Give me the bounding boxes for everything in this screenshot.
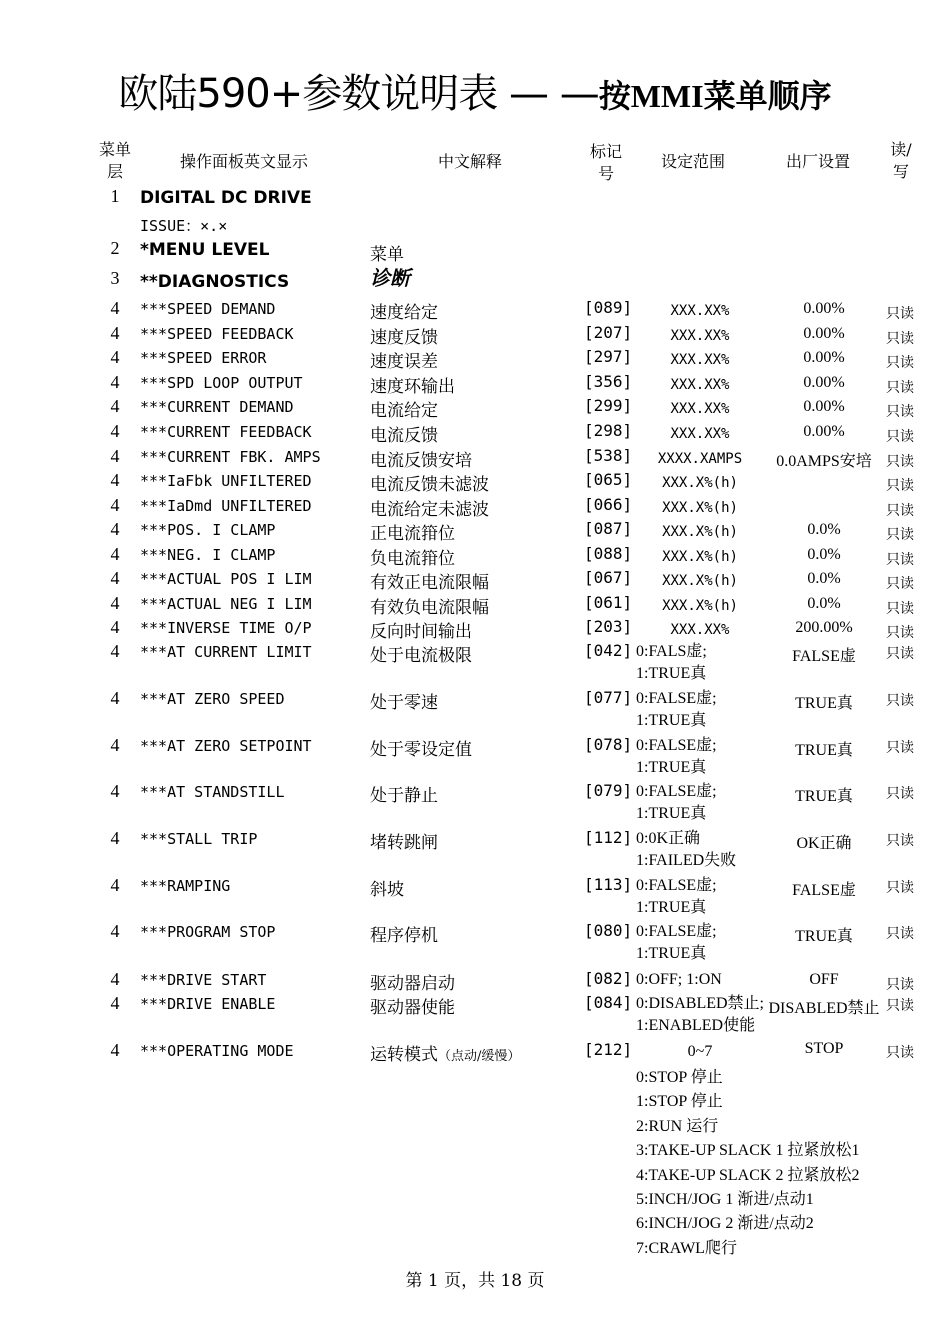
row-english: ***POS. I CLAMP (140, 521, 276, 539)
row-rw: 只读 (886, 880, 914, 896)
row-range: XXX.X%(h) (662, 549, 738, 565)
row-rw: 只读 (886, 977, 914, 993)
row-chinese: 处于静止 (370, 786, 438, 806)
row-chinese: 电流反馈未滤波 (370, 475, 489, 495)
row-range: 0:FALSE虚; (636, 690, 717, 707)
row-chinese: 驱动器使能 (370, 998, 455, 1018)
row-tag: [087] (584, 519, 633, 538)
row-level: 4 (110, 568, 120, 588)
row-range: XXX.XX% (670, 377, 730, 393)
row-level: 1 (110, 186, 120, 206)
row-default: TRUE真 (795, 788, 853, 805)
row-english: ***IaDmd UNFILTERED (140, 497, 312, 515)
row-default: 0.0% (807, 595, 841, 612)
row-range-line2: 1:TRUE真 (636, 712, 707, 729)
row-rw: 只读 (886, 355, 914, 371)
row-rw: 只读 (886, 601, 914, 617)
row-tag: [078] (584, 735, 633, 754)
row-tag: [538] (584, 446, 633, 465)
row-tag: [079] (584, 781, 633, 800)
row-tag: [113] (584, 875, 633, 894)
row-level: 4 (110, 372, 120, 392)
row-level: 4 (110, 421, 120, 441)
row-english: ***INVERSE TIME O/P (140, 619, 312, 637)
row-english: ***SPEED ERROR (140, 349, 267, 367)
row-rw: 只读 (886, 998, 914, 1014)
row-default: TRUE真 (795, 695, 853, 712)
row-chinese: 处于电流极限 (370, 646, 472, 666)
row-tag: [088] (584, 544, 633, 563)
row-chinese: 电流反馈 (370, 426, 438, 446)
row-rw: 只读 (886, 646, 914, 662)
row-default: FALSE虚 (792, 882, 856, 899)
row-default: TRUE真 (795, 742, 853, 759)
row-chinese: 速度给定 (370, 303, 438, 323)
row-tag: [297] (584, 347, 633, 366)
row-range: 0~7 (687, 1043, 713, 1060)
row-range: XXX.XX% (670, 352, 730, 368)
row-chinese: 斜坡 (370, 880, 404, 900)
row-level: 4 (110, 519, 120, 539)
row-level: 4 (110, 688, 120, 708)
row-rw: 只读 (886, 576, 914, 592)
row-level: 4 (110, 828, 120, 848)
row-range: XXX.X%(h) (662, 573, 738, 589)
row-english: ISSUE：×.× (140, 217, 228, 235)
operating-mode-option: 7:CRAWL爬行 (636, 1239, 737, 1257)
header-rw-top: 读/ (890, 140, 912, 159)
row-rw: 只读 (886, 527, 914, 543)
row-chinese-text: 运转模式 (370, 1045, 438, 1065)
row-default: 0.00% (803, 300, 845, 317)
row-tag: [067] (584, 568, 633, 587)
row-level: 3 (110, 268, 120, 288)
row-english: ***ACTUAL POS I LIM (140, 570, 312, 588)
row-level: 4 (110, 875, 120, 895)
row-level: 4 (110, 921, 120, 941)
row-english: ***DRIVE START (140, 971, 267, 989)
row-level: 4 (110, 1040, 120, 1060)
row-range: XXXX.XAMPS (657, 451, 743, 467)
row-default: 0.00% (803, 374, 845, 391)
row-range-line2: 1:TRUE真 (636, 899, 707, 916)
row-default: OK正确 (796, 835, 852, 852)
header-level-bottom: 层 (106, 162, 123, 181)
row-rw: 只读 (886, 454, 914, 470)
row-chinese: 反向时间输出 (370, 622, 472, 642)
header-rw-bottom: 写 (892, 162, 909, 181)
row-default: DISABLED禁止 (768, 1000, 880, 1017)
row-english: DIGITAL DC DRIVE (140, 188, 312, 208)
row-english: ***CURRENT FBK. AMPS (140, 448, 321, 466)
row-level: 4 (110, 781, 120, 801)
row-range: 0:OFF; 1:ON (636, 971, 722, 988)
row-english: ***AT STANDSTILL (140, 783, 285, 801)
row-english: ***NEG. I CLAMP (140, 546, 276, 564)
row-english: **DIAGNOSTICS (140, 272, 290, 292)
row-chinese: 速度误差 (370, 352, 438, 372)
row-chinese: 菜单 (370, 245, 404, 265)
row-level: 4 (110, 641, 120, 661)
row-range: 0:FALSE虚; (636, 923, 717, 940)
header-tag-bottom: 号 (597, 164, 614, 183)
row-english: ***SPEED FEEDBACK (140, 325, 294, 343)
operating-mode-options (636, 1066, 859, 1261)
row-tag: [084] (584, 993, 633, 1012)
header-default: 出厂设置 (786, 152, 851, 171)
row-level: 4 (110, 446, 120, 466)
row-chinese: 正电流箝位 (370, 524, 455, 544)
row-rw: 只读 (886, 786, 914, 802)
row-chinese: 诊断 (370, 266, 410, 290)
row-chinese: 有效负电流限幅 (370, 598, 489, 618)
row-range: 0:FALS虚; (636, 643, 707, 660)
row-level: 4 (110, 617, 120, 637)
row-tag: [207] (584, 323, 633, 342)
row-default: 0.0AMPS安培 (776, 453, 872, 470)
row-english: ***AT ZERO SPEED (140, 690, 285, 708)
row-default: 0.00% (803, 349, 845, 366)
row-range: XXX.X%(h) (662, 475, 738, 491)
row-tag: [203] (584, 617, 633, 636)
row-chinese (370, 1040, 520, 1065)
page-title (0, 62, 950, 119)
row-tag: [112] (584, 828, 633, 847)
operating-mode-option: 1:STOP 停止 (636, 1093, 723, 1111)
header-english: 操作面板英文显示 (180, 152, 309, 171)
row-rw: 只读 (886, 833, 914, 849)
row-tag: [042] (584, 641, 633, 660)
row-english: ***RAMPING (140, 877, 231, 895)
row-default: FALSE虚 (792, 648, 856, 665)
row-chinese: 程序停机 (370, 926, 438, 946)
row-rw: 只读 (886, 306, 914, 322)
row-default: 0.0% (807, 521, 841, 538)
row-chinese: 速度反馈 (370, 328, 438, 348)
row-chinese: 驱动器启动 (370, 974, 455, 994)
row-range: XXX.XX% (670, 426, 730, 442)
row-rw: 只读 (886, 926, 914, 942)
header-tag-top: 标记 (589, 142, 622, 161)
operating-mode-option: 3:TAKE-UP SLACK 1 拉紧放松1 (636, 1142, 860, 1160)
row-tag: [061] (584, 593, 633, 612)
row-chinese: 速度环输出 (370, 377, 455, 397)
row-rw: 只读 (886, 503, 914, 519)
row-level: 4 (110, 735, 120, 755)
row-level: 4 (110, 470, 120, 490)
row-english: ***IaFbk UNFILTERED (140, 472, 312, 490)
row-tag: [065] (584, 470, 633, 489)
row-chinese: 电流反馈安培 (370, 451, 472, 471)
row-english: *MENU LEVEL (140, 240, 270, 260)
row-chinese: 电流给定 (370, 401, 438, 421)
row-tag: [212] (584, 1040, 633, 1059)
row-chinese: 堵转跳闸 (370, 833, 438, 853)
row-range: XXX.XX% (670, 303, 730, 319)
row-tag: [077] (584, 688, 633, 707)
row-range: XXX.XX% (670, 622, 730, 638)
row-rw: 只读 (886, 740, 914, 756)
row-range-line2: 1:TRUE真 (636, 805, 707, 822)
row-default: 0.00% (803, 423, 845, 440)
row-rw: 只读 (886, 404, 914, 420)
row-default: 0.00% (803, 398, 845, 415)
row-range-line2: 1:ENABLED使能 (636, 1017, 756, 1034)
row-range-line2: 1:TRUE真 (636, 945, 707, 962)
row-rw: 只读 (886, 331, 914, 347)
row-default: 0.00% (803, 325, 845, 342)
row-rw: 只读 (886, 380, 914, 396)
row-default: TRUE真 (795, 928, 853, 945)
row-level: 4 (110, 969, 120, 989)
row-tag: [089] (584, 298, 633, 317)
header-rw (888, 139, 914, 183)
row-rw: 只读 (886, 693, 914, 709)
row-chinese: 电流给定未滤波 (370, 500, 489, 520)
row-default: 0.0% (807, 570, 841, 587)
row-range: XXX.XX% (670, 401, 730, 417)
row-level: 4 (110, 993, 120, 1013)
row-english: ***STALL TRIP (140, 830, 258, 848)
row-english: ***CURRENT DEMAND (140, 398, 294, 416)
row-chinese-note: （点动/缓慢） (438, 1049, 521, 1064)
row-range-line2: 1:TRUE真 (636, 665, 707, 682)
row-tag: [082] (584, 969, 633, 988)
row-default: 0.0% (807, 546, 841, 563)
row-rw: 只读 (886, 429, 914, 445)
row-english: ***ACTUAL NEG I LIM (140, 595, 312, 613)
operating-mode-option: 2:RUN 运行 (636, 1117, 719, 1135)
row-level: 4 (110, 396, 120, 416)
row-level: 4 (110, 298, 120, 318)
row-level: 4 (110, 323, 120, 343)
header-level-top: 菜单 (98, 140, 131, 159)
row-english: ***OPERATING MODE (140, 1042, 294, 1060)
row-tag: [080] (584, 921, 633, 940)
row-default: 200.00% (795, 619, 853, 636)
row-rw: 只读 (886, 552, 914, 568)
row-tag: [356] (584, 372, 633, 391)
row-range: 0:DISABLED禁止; (636, 995, 765, 1012)
row-range: XXX.X%(h) (662, 500, 738, 516)
row-rw: 只读 (886, 478, 914, 494)
title-sub: 按MMI菜单顺序 (598, 78, 832, 114)
operating-mode-option: 5:INCH/JOG 1 渐进/点动1 (636, 1191, 814, 1209)
header-tag (586, 141, 626, 185)
row-range: 0:FALSE虚; (636, 783, 717, 800)
row-default: STOP (804, 1040, 844, 1057)
row-english: ***DRIVE ENABLE (140, 995, 276, 1013)
row-range: 0:FALSE虚; (636, 877, 717, 894)
row-rw: 只读 (886, 1045, 914, 1061)
row-chinese: 处于零设定值 (370, 740, 472, 760)
row-english: ***CURRENT FEEDBACK (140, 423, 312, 441)
row-default: OFF (809, 971, 839, 988)
row-level: 4 (110, 347, 120, 367)
page-footer: 第 1 页，共 18 页 (405, 1271, 545, 1291)
row-tag: [298] (584, 421, 633, 440)
row-range: 0:0K正确 (636, 830, 701, 847)
row-chinese: 有效正电流限幅 (370, 573, 489, 593)
row-chinese: 处于零速 (370, 693, 438, 713)
row-range: 0:FALSE虚; (636, 737, 717, 754)
operating-mode-option: 4:TAKE-UP SLACK 2 拉紧放松2 (636, 1166, 860, 1184)
row-english: ***AT CURRENT LIMIT (140, 643, 312, 661)
row-range-line2: 1:FAILED失败 (636, 852, 737, 869)
header-level (96, 139, 134, 183)
row-rw: 只读 (886, 625, 914, 641)
header-range: 设定范围 (661, 152, 726, 171)
row-range: XXX.XX% (670, 328, 730, 344)
row-english: ***PROGRAM STOP (140, 923, 276, 941)
row-english: ***SPEED DEMAND (140, 300, 276, 318)
row-range: XXX.X%(h) (662, 524, 738, 540)
operating-mode-option: 6:INCH/JOG 2 渐进/点动2 (636, 1215, 814, 1233)
row-english: ***SPD LOOP OUTPUT (140, 374, 303, 392)
row-tag: [299] (584, 396, 633, 415)
row-level: 4 (110, 495, 120, 515)
row-level: 4 (110, 544, 120, 564)
operating-mode-option: 0:STOP 停止 (636, 1069, 723, 1086)
row-english: ***AT ZERO SETPOINT (140, 737, 312, 755)
row-range: XXX.X%(h) (662, 598, 738, 614)
header-chinese: 中文解释 (438, 152, 503, 171)
row-level: 4 (110, 593, 120, 613)
row-level: 2 (110, 238, 120, 258)
row-chinese: 负电流箝位 (370, 549, 455, 569)
row-tag: [066] (584, 495, 633, 514)
title-main: 欧陆590+参数说明表 — — (118, 71, 599, 117)
row-range-line2: 1:TRUE真 (636, 759, 707, 776)
